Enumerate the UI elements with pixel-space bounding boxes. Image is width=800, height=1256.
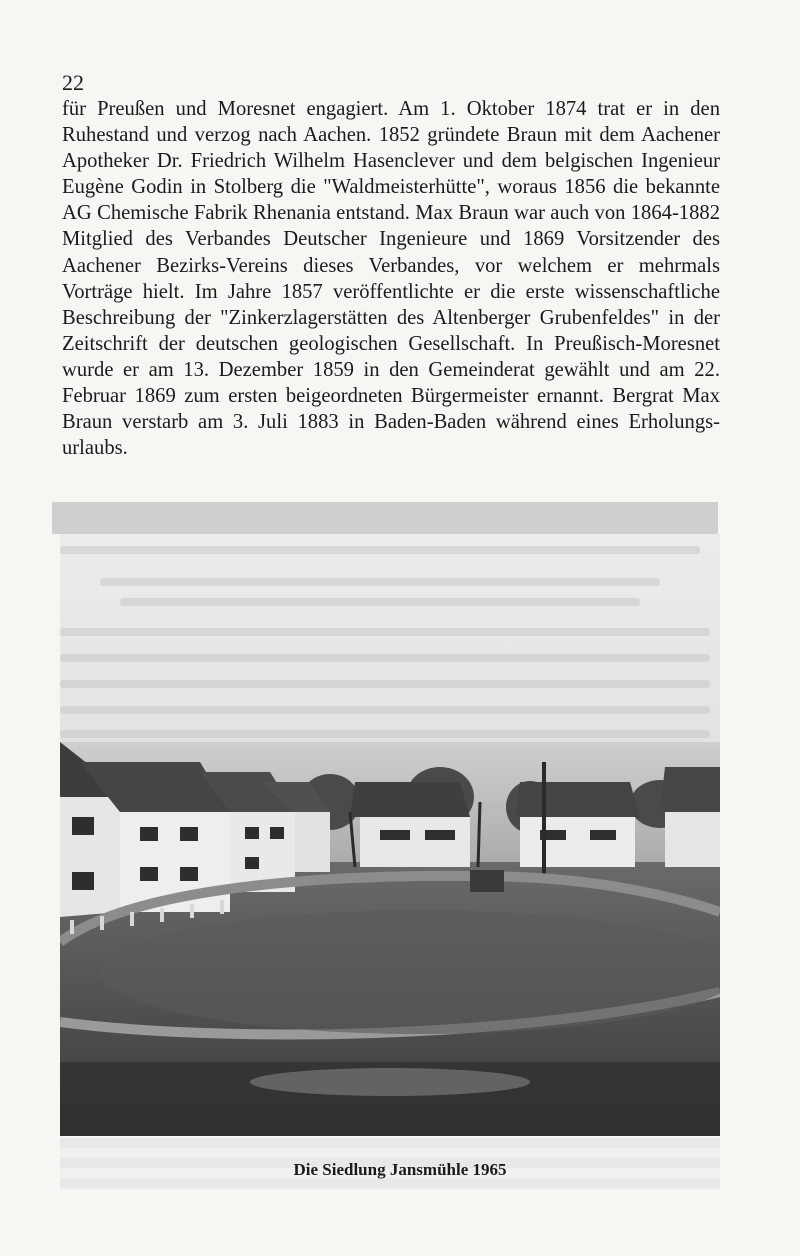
bleed-line xyxy=(60,654,710,662)
photo-illustration xyxy=(60,742,720,1136)
page-number: 22 xyxy=(62,70,84,95)
bleed-line xyxy=(120,598,640,606)
bleed-line xyxy=(60,546,700,554)
settlement-photo xyxy=(60,742,720,1136)
bleed-line xyxy=(60,628,710,636)
bleed-line xyxy=(100,578,660,586)
body-text xyxy=(62,96,720,461)
paragraph: für Preußen und Moresnet engagiert. Am 1. Oktober 1874 trat er in den Ruhestand und verzog nach Aachen. 1852 gründete Braun mit dem Aachener Apotheker Dr. Friedrich Wilhelm Hasenclever und dem belgischen Ingenieur Eugène Godin in Stolberg die "Waldmeisterhütte", woraus 1856 die bekannte AG Chemische Fabrik Rhenania entstand. Max Braun war auch von 1864-1882 Mitglied des Verbandes Deutscher Ingenieure und 1869 Vorsitzender des Aachener Bezirks-Vereins dieses Verbandes, vor welchem er mehrmals Vorträge hielt. Im Jahre 1857 veröffentlichte er die erste wissenschaftliche Beschreibung der "Zinkerzlagerstätten des Altenberger Grubenfeldes" in der Zeitschrift der deutschen geologischen Gesellschaft. In Preußisch-Moresnet wurde er am 13. Dezember 1859 in den Gemeinderat gewählt und am 22. Februar 1869 zum ersten beigeordneten Bürgermeister ernannt. Bergrat Max Braun verstarb am 3. Juli 1883 in Baden-Baden während eines Erholungsurlaubs. xyxy=(62,98,720,460)
bleed-through-area xyxy=(60,534,720,744)
bleed-through-band xyxy=(52,502,718,534)
bleed-line xyxy=(60,680,710,688)
figure-caption: Die Siedlung Jansmühle 1965 xyxy=(293,1160,507,1179)
bleed-line xyxy=(60,706,710,714)
bleed-line xyxy=(60,730,710,738)
